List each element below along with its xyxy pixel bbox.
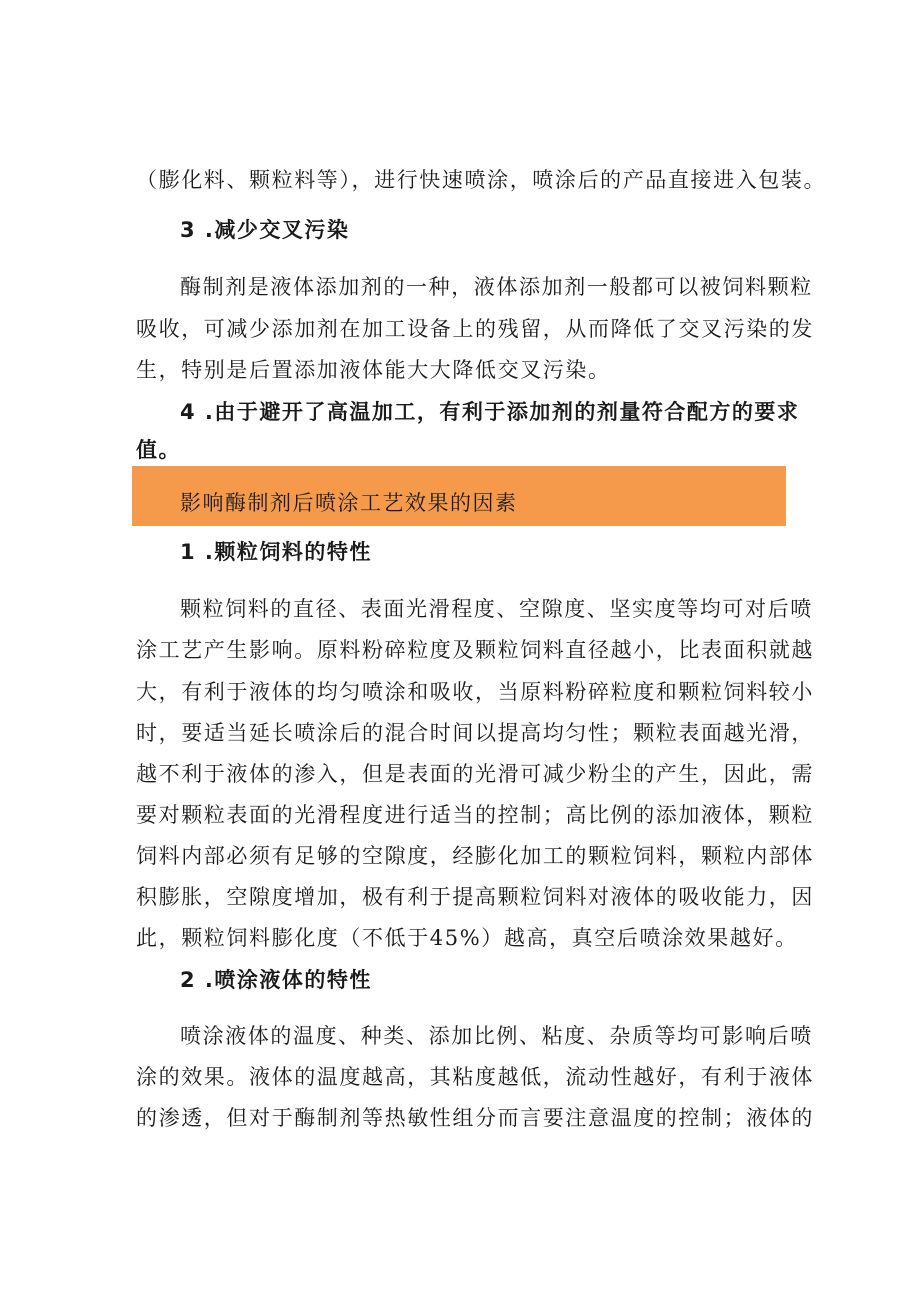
- section-heading: 4 .由于避开了高温加工，有利于添加剂的剂量符合配方的要求: [180, 400, 800, 424]
- paragraph-line: 的渗透，但对于酶制剂等热敏性组分而言要注意温度的控制；液体的: [136, 1106, 814, 1130]
- paragraph-line: 大，有利于液体的均匀喷涂和吸收，当原料粉碎粒度和颗粒饲料较小: [136, 680, 814, 704]
- paragraph-line: 涂工艺产生影响。原料粉碎粒度及颗粒饲料直径越小，比表面积就越: [136, 638, 814, 662]
- factor-heading: 1 .颗粒饲料的特性: [180, 540, 372, 564]
- paragraph-line: 要对颗粒表面的光滑程度进行适当的控制；高比例的添加液体，颗粒: [136, 803, 814, 827]
- paragraph-line: 酶制剂是液体添加剂的一种，液体添加剂一般都可以被饲料颗粒: [180, 275, 813, 299]
- paragraph-line: 涂的效果。液体的温度越高，其粘度越低，流动性越好，有利于液体: [136, 1065, 814, 1089]
- paragraph-line: 生，特别是后置添加液体能大大降低交叉污染。: [136, 358, 611, 382]
- paragraph-line: 喷涂液体的温度、种类、添加比例、粘度、杂质等均可影响后喷: [180, 1024, 813, 1048]
- paragraph-line: 越不利于液体的渗入，但是表面的光滑可减少粉尘的产生，因此，需: [136, 762, 814, 786]
- paragraph-line: 颗粒饲料的直径、表面光滑程度、空隙度、坚实度等均可对后喷: [180, 597, 813, 621]
- paragraph-line: 饲料内部必须有足够的空隙度，经膨化加工的颗粒饲料，颗粒内部体: [136, 844, 814, 868]
- paragraph-line: 时，要适当延长喷涂后的混合时间以提高均匀性；颗粒表面越光滑，: [136, 721, 814, 745]
- factor-heading: 2 .喷涂液体的特性: [180, 968, 372, 992]
- paragraph-line: （膨化料、颗粒料等），进行快速喷涂，喷涂后的产品直接进入包装。: [136, 168, 827, 192]
- banner-title: 影响酶制剂后喷涂工艺效果的因素: [180, 491, 518, 515]
- paragraph-line: 此，颗粒饲料膨化度（不低于45%）越高，真空后喷涂效果越好。: [136, 926, 798, 950]
- paragraph-line: 积膨胀，空隙度增加，极有利于提高颗粒饲料对液体的吸收能力，因: [136, 885, 814, 909]
- section-heading: 3 .减少交叉污染: [180, 218, 350, 242]
- section-heading-continued: 值。: [136, 438, 181, 462]
- paragraph-line: 吸收，可减少添加剂在加工设备上的残留，从而降低了交叉污染的发: [136, 317, 814, 341]
